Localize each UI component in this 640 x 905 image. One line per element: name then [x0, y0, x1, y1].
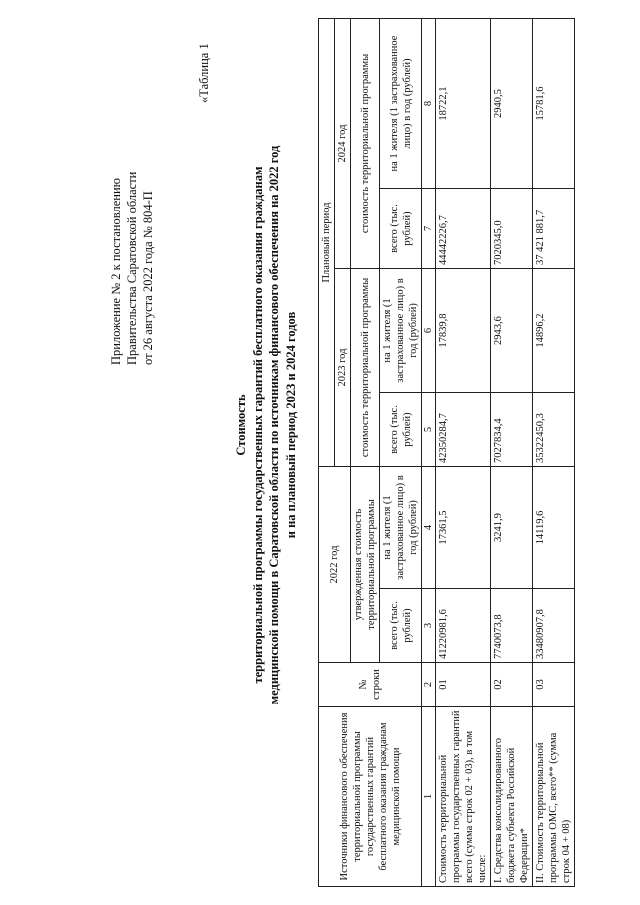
- cell-2022-total: 33480907,8: [533, 589, 575, 663]
- cell-2022-per-capita: 14119,6: [533, 467, 575, 589]
- cell-2024-per-capita: 15781,6: [533, 19, 575, 189]
- appendix-line: Приложение № 2 к постановлению: [109, 178, 123, 365]
- appendix-line: Правительства Саратовской области: [125, 171, 139, 365]
- cell-2023-per-capita: 17839,8: [436, 269, 491, 393]
- row-no: 02: [491, 663, 533, 707]
- header-planned: Плановый период: [319, 19, 335, 467]
- header-year-2022: 2022 год: [319, 467, 351, 663]
- table-row: [491, 19, 533, 887]
- row-name: II. Стоимость территориальной программы ОМС, всего** (сумма строк 04 + 08): [533, 707, 575, 887]
- cell-2023-total: 35322450,3: [533, 393, 575, 467]
- column-number: 1: [422, 707, 436, 887]
- header-cost-2024: стоимость территориальной программы: [351, 19, 380, 269]
- header-total: всего (тыс. рублей): [380, 393, 422, 467]
- header-year-2024: 2024 год: [335, 19, 351, 269]
- cell-2024-total: 7020345,0: [491, 189, 533, 269]
- title-line: и на плановый период 2023 и 2024 годов: [283, 311, 298, 539]
- cell-2024-per-capita: 2940,5: [491, 19, 533, 189]
- cell-2023-per-capita: 2943,6: [491, 269, 533, 393]
- cost-table: [318, 18, 575, 887]
- header-per-capita: на 1 жителя (1 застрахованное лицо) в год (рублей): [380, 19, 422, 189]
- column-number: 2: [422, 663, 436, 707]
- cell-2022-total: 7740073,8: [491, 589, 533, 663]
- header-per-capita: на 1 жителя (1 застрахованное лицо) в год (рублей): [380, 269, 422, 393]
- column-number-row: [422, 19, 436, 887]
- header-total: всего (тыс. рублей): [380, 189, 422, 269]
- cell-2022-per-capita: 17361,5: [436, 467, 491, 589]
- table-row: [533, 19, 575, 887]
- column-number: 7: [422, 189, 436, 269]
- appendix-note: [108, 35, 156, 365]
- table-label: «Таблица 1: [197, 43, 211, 103]
- title-line: Стоимость: [234, 394, 248, 456]
- table-row: [436, 19, 491, 887]
- column-number: 6: [422, 269, 436, 393]
- cell-2023-total: 7027834,4: [491, 393, 533, 467]
- cell-2022-total: 41220981,6: [436, 589, 491, 663]
- cell-2024-per-capita: 18722,1: [436, 19, 491, 189]
- title-line: территориальной программы государственных гарантий бесплатного оказания гражданам: [250, 166, 265, 684]
- cell-2024-total: 37 421 881,7: [533, 189, 575, 269]
- cell-2023-total: 42350284,7: [436, 393, 491, 467]
- row-name: Стоимость территориальной программы государственных гарантий всего (сумма строк 02 + 03), в том числе:: [436, 707, 491, 887]
- column-number: 5: [422, 393, 436, 467]
- row-name: I. Средства консолидированного бюджета субъекта Российской Федерации*: [491, 707, 533, 887]
- cell-2024-total: 44442226,7: [436, 189, 491, 269]
- cell-2023-per-capita: 14896,2: [533, 269, 575, 393]
- header-approved-cost: утвержденная стоимость территориальной программы: [351, 467, 380, 663]
- header-year-2023: 2023 год: [335, 269, 351, 467]
- column-number: 4: [422, 467, 436, 589]
- row-no: 01: [436, 663, 491, 707]
- header-total: всего (тыс. рублей): [380, 589, 422, 663]
- header-row-no: № строки: [319, 663, 422, 707]
- header-source: Источники финансового обеспечения территориальной программы государственных гарантий бесплатного оказания гражданам медицинской помощи: [319, 707, 422, 887]
- header-per-capita: на 1 жителя (1 застрахованное лицо) в год (рублей): [380, 467, 422, 589]
- cell-2022-per-capita: 3241,9: [491, 467, 533, 589]
- header-cost-2023: стоимость территориальной программы: [351, 269, 380, 467]
- title-line: медицинской помощи в Саратовской области по источникам финансового обеспечения на 2022 год: [267, 145, 281, 705]
- column-number: 8: [422, 19, 436, 189]
- column-number: 3: [422, 589, 436, 663]
- document-title: [233, 95, 299, 755]
- appendix-line: от 26 августа 2022 года № 804-П: [141, 191, 155, 365]
- row-no: 03: [533, 663, 575, 707]
